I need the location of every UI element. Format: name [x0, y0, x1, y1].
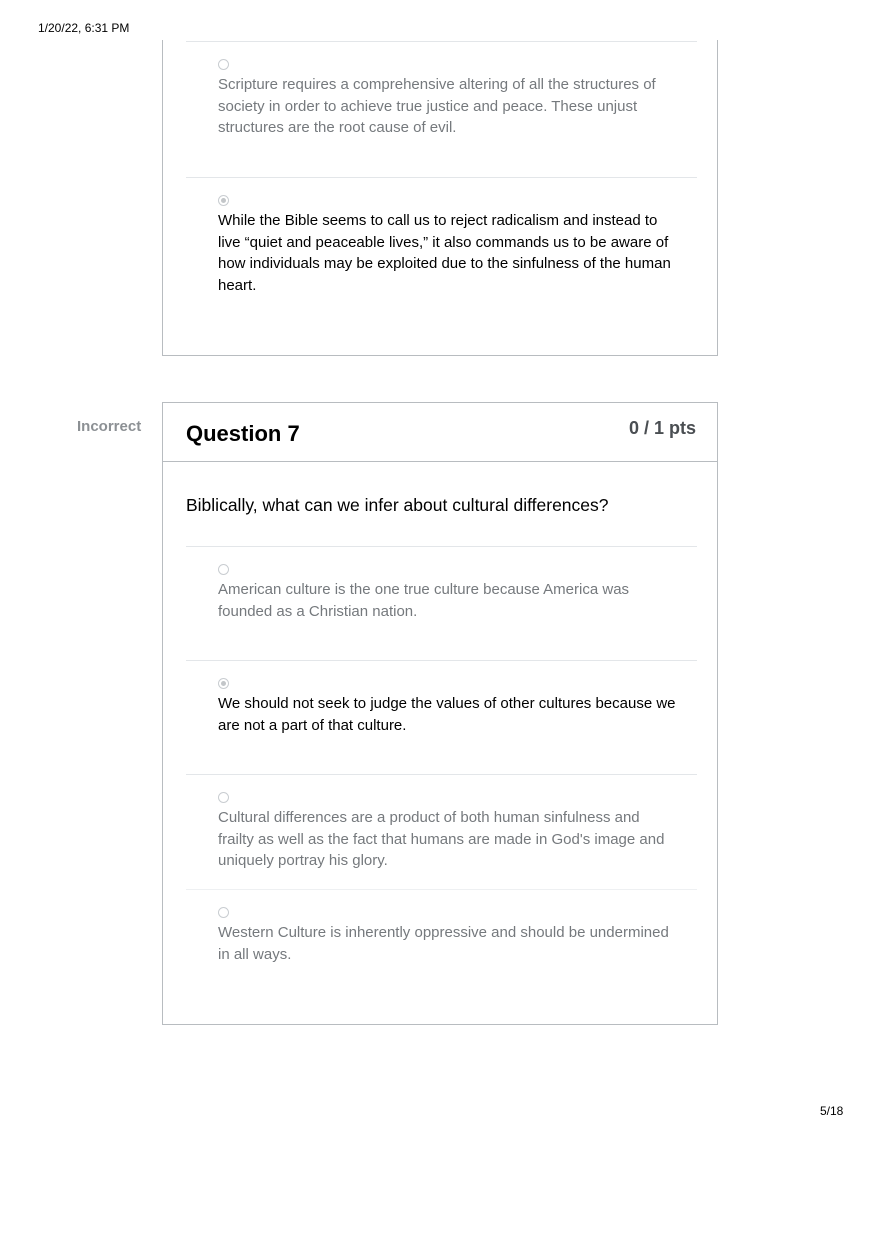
answer-text: While the Bible seems to call us to reject radicalism and instead to live “quiet and peaceable lives,” it also commands us to be aware of how individuals may be exploited due to the sinfulness of the human heart.	[218, 212, 671, 294]
answer-text: Western Culture is inherently oppressive and should be undermined in all ways.	[218, 924, 669, 963]
page-number: 5/18	[820, 1104, 844, 1118]
radio-button[interactable]	[218, 907, 229, 918]
radio-button[interactable]	[218, 59, 229, 70]
answer-option[interactable]	[186, 546, 697, 622]
radio-button-selected[interactable]	[218, 678, 229, 689]
answer-text: We should not seek to judge the values of other cultures because we are not a part of that culture.	[218, 695, 676, 734]
question-title: Question 7	[186, 421, 300, 446]
radio-button-selected[interactable]	[218, 195, 229, 206]
question-card	[162, 402, 718, 1025]
print-datetime: 1/20/22, 6:31 PM	[38, 21, 130, 35]
answer-option[interactable]	[186, 41, 697, 139]
answer-option-selected[interactable]	[186, 660, 697, 736]
answer-option[interactable]	[186, 774, 697, 872]
answer-text: Scripture requires a comprehensive altering of all the structures of society in order to achieve true justice and peace. These unjust structures are the root cause of evil.	[218, 76, 656, 136]
answer-option[interactable]	[186, 889, 697, 965]
question-points: 0 / 1 pts	[628, 418, 696, 438]
previous-question-card	[162, 40, 718, 356]
incorrect-status-label: Incorrect	[77, 418, 142, 435]
question-header	[163, 403, 717, 462]
radio-button[interactable]	[218, 792, 229, 803]
question-prompt: Biblically, what can we infer about cultural differences?	[186, 495, 609, 515]
radio-button[interactable]	[218, 564, 229, 575]
answer-text: Cultural differences are a product of both human sinfulness and frailty as well as the fact that humans are made in God's image and uniquely portray his glory.	[218, 809, 665, 869]
answer-text: American culture is the one true culture because America was founded as a Christian nation.	[218, 581, 630, 620]
answer-option-selected[interactable]	[186, 177, 697, 296]
